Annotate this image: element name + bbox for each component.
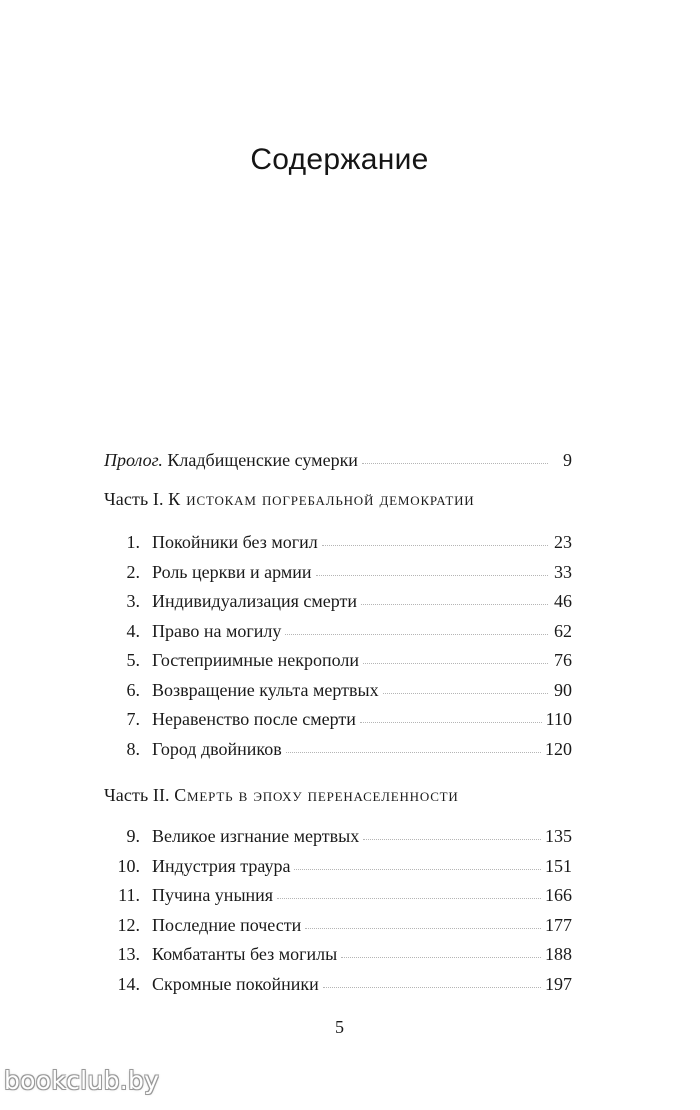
part-heading-1: [104, 484, 572, 514]
toc-entry: [104, 970, 572, 1000]
dot-leader: [294, 869, 541, 870]
dot-leader: [322, 545, 548, 546]
toc-page-number: 151: [545, 855, 572, 876]
dot-leader: [323, 987, 541, 988]
dot-leader: [277, 898, 541, 899]
toc-entry-number: 5.: [126, 650, 140, 670]
toc-entry-prologue: [104, 446, 572, 476]
dot-leader: [363, 839, 541, 840]
toc-entry-title: Индустрия траура: [152, 855, 291, 876]
toc-entry-title: Комбатанты без могилы: [152, 944, 338, 964]
toc-entry-number: 11.: [118, 885, 140, 905]
toc-entry-title: Роль церкви и армии: [152, 561, 312, 582]
toc-page-number: 90: [554, 679, 572, 700]
dot-leader: [360, 722, 542, 723]
toc-entry-number: 13.: [117, 944, 140, 964]
toc-page-number: 62: [554, 620, 572, 641]
dot-leader: [305, 928, 541, 929]
toc-entry-title: Город двойников: [152, 738, 282, 759]
toc-entry-number: 4.: [126, 620, 140, 641]
toc-entry-title: Скромные покойники: [152, 973, 319, 994]
toc-page-number: 177: [545, 914, 572, 935]
toc-entry: [104, 881, 572, 911]
toc-entry: [104, 940, 572, 970]
toc-entry-title: Право на могилу: [152, 620, 282, 641]
dot-leader: [285, 634, 548, 635]
toc-entry-number: 10.: [117, 855, 140, 876]
toc-entry-number: 8.: [126, 738, 140, 759]
toc-entry-title: Неравенство после смерти: [152, 709, 356, 729]
part-heading-2: [104, 780, 572, 810]
toc-entry-title: Покойники без могил: [152, 532, 318, 552]
toc-page-number: 110: [545, 709, 572, 729]
toc-entry-title: Индивидуализация смерти: [152, 591, 358, 611]
toc-entry-title: Возвращение культа мертвых: [152, 679, 379, 700]
page-number: 5: [335, 1017, 344, 1037]
toc-page-number: 120: [545, 738, 572, 759]
prologue-title: Кладбищенские сумерки: [167, 450, 358, 470]
toc-entry: [104, 735, 572, 765]
toc-entry-title: [104, 446, 358, 476]
toc-page-number: 23: [554, 532, 572, 552]
toc-entry: [104, 646, 572, 676]
toc-page-number: 188: [545, 944, 572, 964]
table-of-contents: [104, 446, 572, 999]
toc-entry-number: 2.: [126, 561, 140, 582]
toc-entry-number: 6.: [126, 679, 140, 700]
toc-page-number: 9: [563, 450, 572, 470]
toc-entry: [104, 558, 572, 588]
toc-entry: [104, 852, 572, 882]
part-heading-prefix: Часть I.: [104, 489, 164, 509]
toc-entry: [104, 822, 572, 852]
toc-entry-number: 3.: [126, 591, 140, 611]
toc-entry-number: 14.: [117, 973, 140, 994]
part-1-entries: [104, 528, 572, 764]
toc-entry-number: 12.: [117, 914, 140, 935]
toc-entry: [104, 911, 572, 941]
toc-entry-title: Последние почести: [152, 914, 302, 935]
dot-leader: [361, 604, 548, 605]
toc-entry: [104, 528, 572, 558]
toc-entry-number: 1.: [126, 532, 140, 552]
toc-page-number: 46: [554, 591, 572, 611]
toc-entry-number: 9.: [126, 826, 140, 846]
dot-leader: [341, 957, 541, 958]
page-title: Содержание: [250, 143, 429, 176]
dot-leader: [286, 752, 541, 753]
toc-page-number: 76: [554, 650, 572, 670]
watermark: bookclub.by: [4, 1066, 160, 1095]
toc-entry: [104, 587, 572, 617]
part-heading-title: К истокам погребальной демократии: [168, 489, 475, 509]
toc-page-number: 166: [545, 885, 572, 905]
prologue-label: Пролог.: [104, 450, 163, 470]
toc-entry: [104, 705, 572, 735]
toc-entry-title: Пучина уныния: [152, 885, 274, 905]
toc-page-number: 197: [545, 973, 572, 994]
toc-entry: [104, 617, 572, 647]
dot-leader: [362, 463, 548, 464]
part-2-entries: [104, 822, 572, 999]
toc-page-number: 135: [545, 826, 572, 846]
dot-leader: [316, 575, 548, 576]
dot-leader: [363, 663, 548, 664]
toc-entry: [104, 676, 572, 706]
part-heading-title: Смерть в эпоху перенаселенности: [174, 785, 459, 805]
dot-leader: [383, 693, 548, 694]
toc-entry-title: Гостеприимные некрополи: [152, 650, 359, 670]
toc-page-number: 33: [554, 561, 572, 582]
toc-entry-title: Великое изгнание мертвых: [152, 826, 360, 846]
toc-entry-number: 7.: [126, 709, 140, 729]
part-heading-prefix: Часть II.: [104, 785, 170, 805]
